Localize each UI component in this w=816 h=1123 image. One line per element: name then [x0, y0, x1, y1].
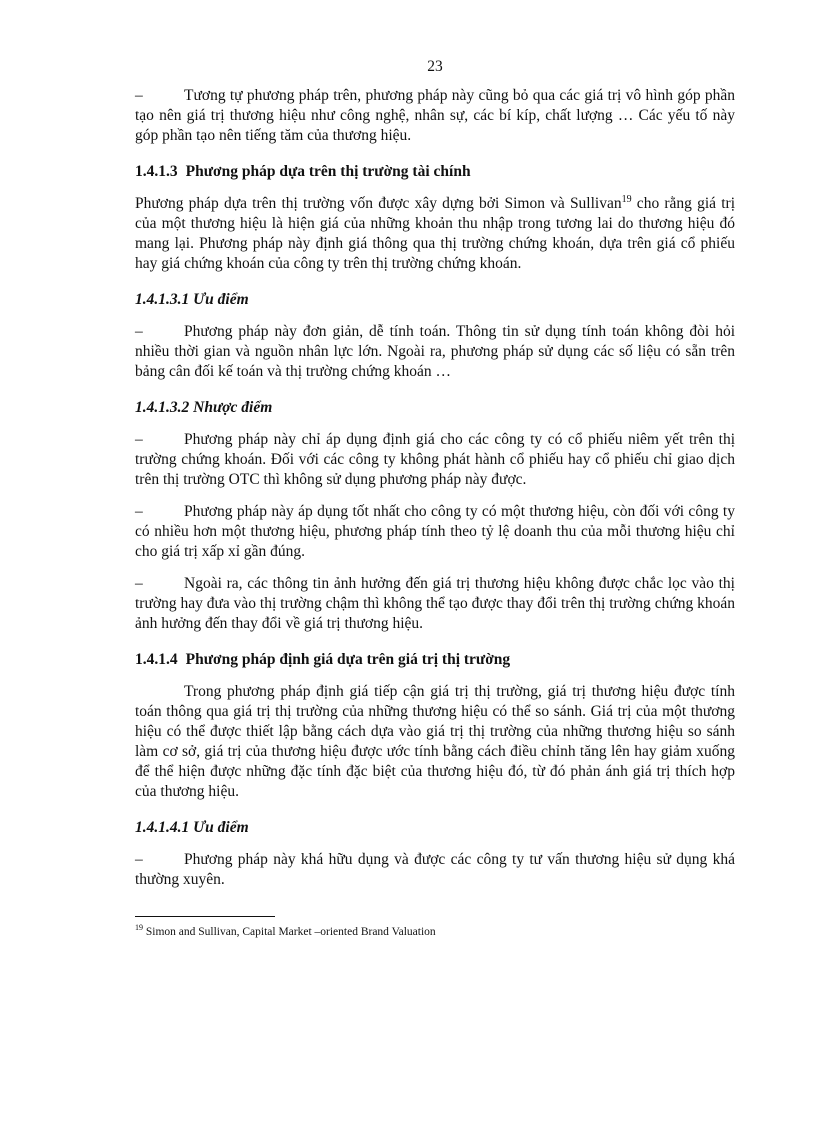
subsection-heading-advantages: 1.4.1.3.1 Ưu điểm: [135, 291, 249, 308]
dash-marker: –: [135, 87, 143, 104]
paragraph-text: Ngoài ra, các thông tin ảnh hưởng đến giá trị thương hiệu không được chắc lọc vào thị trường hay đưa vào thị trường chậm thì không thể tạo được thay đổi trên thị trường chứng khoán ảnh hưởng đến thay đổi về giá trị thương hiệu.: [135, 575, 735, 632]
section-number: 1.4.1.4: [135, 651, 178, 668]
paragraph-bullet-4: [135, 502, 735, 562]
section-title: Phương pháp định giá dựa trên giá trị thị trường: [185, 651, 511, 668]
paragraph-bullet-3: [135, 430, 735, 490]
paragraph-market-capital: [135, 194, 735, 274]
section-title: Phương pháp dựa trên thị trường tài chính: [185, 163, 471, 180]
dash-marker: –: [135, 431, 143, 448]
paragraph-text: Phương pháp này chỉ áp dụng định giá cho các công ty có cổ phiếu niêm yết trên thị trường chứng khoán. Đối với các công ty không phát hành cổ phiếu hay cổ phiếu chỉ giao dịch trên thị trường OTC thì không sử dụng phương pháp này được.: [135, 431, 735, 488]
paragraph-text: Tương tự phương pháp trên, phương pháp này cũng bỏ qua các giá trị vô hình góp phần tạo nên giá trị thương hiệu như công nghệ, nhân sự, các bí kíp, chất lượng … Các yếu tố này góp phần tạo nên tiếng tăm của thương hiệu.: [135, 87, 735, 144]
paragraph-text: Phương pháp này khá hữu dụng và được các công ty tư vấn thương hiệu sử dụng khá thường xuyên.: [135, 851, 735, 888]
footnote-text: Simon and Sullivan, Capital Market –oriented Brand Valuation: [143, 926, 436, 938]
page-number: 23: [427, 58, 443, 75]
paragraph-text: Phương pháp này đơn giản, dễ tính toán. Thông tin sử dụng tính toán không đòi hỏi nhiều thời gian và nguồn nhân lực lớn. Ngoài ra, phương pháp sử dụng các số liệu có sẵn trên bảng cân đối kế toán và thị trường chứng khoán …: [135, 323, 735, 380]
paragraph-bullet-2: [135, 322, 735, 382]
section-heading-1-4-1-3: [135, 162, 735, 182]
dash-marker: –: [135, 851, 143, 868]
document-page: [135, 58, 735, 940]
footnote-divider: [135, 916, 275, 917]
paragraph-text: Phương pháp này áp dụng tốt nhất cho công ty có một thương hiệu, còn đối với công ty có nhiều hơn một thương hiệu, phương pháp tính theo tỷ lệ doanh thu của mỗi thương hiệu chỉ cho giá trị xấp xỉ gần đúng.: [135, 503, 735, 560]
paragraph-bullet-6: [135, 850, 735, 890]
paragraph-bullet-5: [135, 574, 735, 634]
paragraph-text: Phương pháp dựa trên thị trường vốn được xây dựng bởi Simon và Sullivan: [135, 195, 622, 212]
dash-marker: –: [135, 503, 143, 520]
paragraph-bullet-1: [135, 86, 735, 146]
subsection-heading-disadvantages: 1.4.1.3.2 Nhược điểm: [135, 399, 273, 416]
section-number: 1.4.1.3: [135, 163, 178, 180]
dash-marker: –: [135, 323, 143, 340]
footnote-number: 19: [135, 923, 143, 933]
section-heading-1-4-1-4: [135, 650, 735, 670]
footnote-reference[interactable]: 19: [621, 193, 632, 205]
subsection-heading-advantages-2: 1.4.1.4.1 Ưu điểm: [135, 819, 249, 836]
dash-marker: –: [135, 575, 143, 592]
footnote: [135, 925, 735, 940]
paragraph-text: cho rằng giá trị của một thương hiệu là hiện giá của những khoản thu nhập trong tương lai do thương hiệu đó mang lại. Phương pháp này định giá thông qua thị trường chứng khoán, dựa trên giá cổ phiếu hay giá chứng khoán của công ty trên thị trường chứng khoán.: [135, 195, 735, 272]
paragraph-market-value: Trong phương pháp định giá tiếp cận giá trị thị trường, giá trị thương hiệu được tính toán thông qua giá trị thị trường của những thương hiệu có thể so sánh. Giá trị của một thương hiệu có thể được thiết lập bằng cách dựa vào giá trị thị trường của những thương hiệu so sánh làm cơ sở, giá trị của thương hiệu được ước tính bằng cách điều chỉnh tăng lên hay giảm xuống để thể hiện được những đặc tính đặc biệt của thương hiệu đó, từ đó phản ánh giá trị thích hợp của thương hiệu.: [135, 683, 735, 800]
